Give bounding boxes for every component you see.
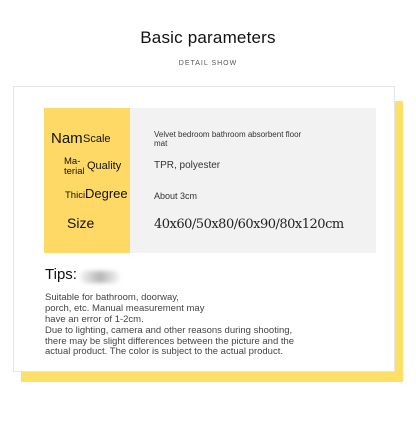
size-label: Size (67, 215, 95, 231)
thickness-value: About 3cm (154, 191, 198, 201)
tips-heading: Tips: (45, 266, 77, 283)
tips-line-4: Due to lighting, camera and other reasons during shooting, (45, 325, 293, 336)
degree-label: Degree (85, 186, 128, 201)
material-label-line2: terial (64, 166, 85, 177)
tips-line-1: Suitable for bathroom, doorway, (45, 292, 179, 303)
tips-line-6: actual product. The color is subject to the actual product. (45, 346, 283, 357)
material-value: TPR, polyester (154, 160, 221, 171)
quality-label: Quality (87, 160, 122, 172)
size-value: 40x60/50x80/60x90/80x120cm (154, 217, 344, 232)
scale-label: Scale (83, 133, 111, 145)
name-value-line1: Velvet bedroom bathroom absorbent floor (154, 130, 302, 139)
page-title: Basic parameters (140, 28, 276, 47)
tips-blur-decoration (80, 271, 120, 283)
tips-line-5: there may be slight differences between the picture and the (45, 336, 295, 347)
tips-line-3: have an error of 1-2cm. (45, 314, 144, 325)
page-subtitle: DETAIL SHOW (178, 60, 238, 67)
material-label-line1: Ma- (64, 156, 81, 167)
name-value-line2: mat (154, 139, 168, 148)
thickness-label: Thici (65, 190, 86, 201)
name-label: Nam (51, 130, 83, 147)
tips-line-2: porch, etc. Manual measurement may (45, 303, 205, 314)
